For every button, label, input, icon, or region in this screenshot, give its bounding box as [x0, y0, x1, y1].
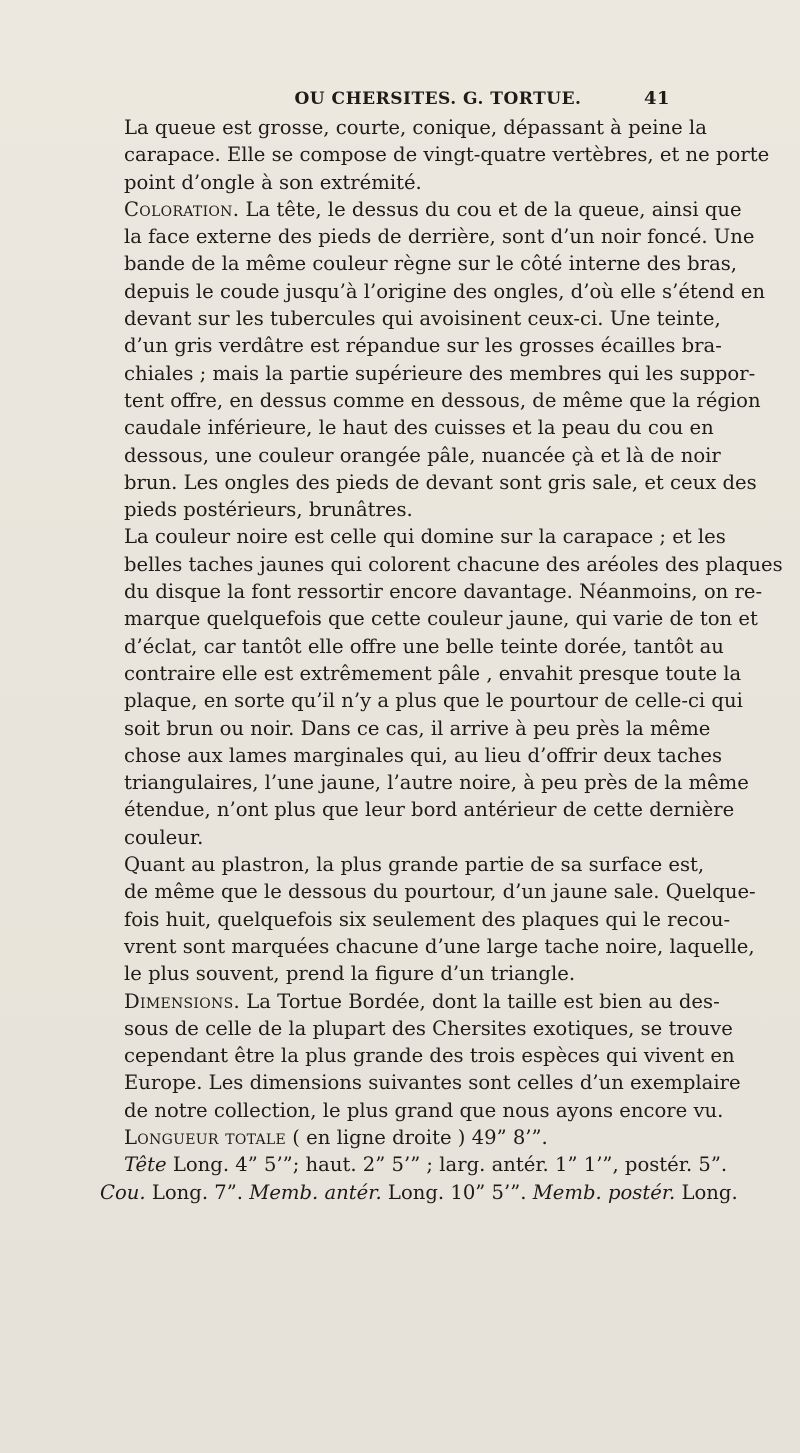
text-line: [100, 414, 714, 441]
measurement-part-label: Cou.: [100, 1180, 146, 1204]
measurement-limbs: [100, 1179, 738, 1206]
paragraph: [100, 988, 741, 1124]
text-line: [100, 824, 672, 851]
text-line: [100, 687, 743, 714]
line-text: brun. Les ongles des pieds de devant sont gris sale, et ceux des: [124, 470, 757, 494]
text-line: [100, 469, 757, 496]
text-line: [100, 988, 720, 1015]
line-text: de notre collection, le plus grand que nous ayons encore vu.: [124, 1098, 724, 1122]
text-line: [100, 1042, 735, 1069]
line-text: vrent sont marquées chacune d’une large tache noire, laquelle,: [124, 934, 755, 958]
text-line: [100, 878, 756, 905]
line-text: La couleur noire est celle qui domine sur la carapace ; et les: [124, 525, 726, 549]
text-line: [100, 933, 755, 960]
line-text: Quant au plastron, la plus grande partie de sa surface est,: [124, 853, 705, 877]
measurement-part-label: Memb. antér.: [249, 1180, 382, 1204]
text-line: [100, 742, 723, 769]
measurement-label: Longueur totale: [124, 1125, 287, 1149]
line-text: Europe. Les dimensions suivantes sont celles d’un exemplaire: [124, 1071, 741, 1095]
page-body: [100, 114, 783, 1206]
text-line: [100, 1069, 741, 1096]
text-line: [100, 1015, 733, 1042]
text-line: [100, 141, 770, 168]
line-text: La tête, le dessus du cou et de la queue, ainsi que: [239, 197, 742, 221]
line-text: La queue est grosse, courte, conique, dépassant à peine la: [124, 116, 707, 139]
line-text: dessous, une couleur orangée pâle, nuancée çà et là de noir: [124, 443, 721, 467]
line-text: chose aux lames marginales qui, au lieu d’offrir deux taches: [124, 743, 723, 767]
measurement-part-label: Tête: [124, 1153, 167, 1177]
line-text: pieds postérieurs, brunâtres.: [124, 498, 413, 522]
line-text: cependant être la plus grande des trois espèces qui vivent en: [124, 1044, 735, 1068]
text-line: [100, 305, 721, 332]
text-line: [100, 360, 756, 387]
text-line: [100, 523, 726, 550]
measurement-part-value: Long. 4” 5’”; haut. 2” 5’” ; larg. antér. 1” 1’”, postér. 5”.: [166, 1153, 728, 1177]
line-text: plaque, en sorte qu’il n’y a plus que le pourtour de celle-ci qui: [124, 689, 743, 713]
text-line: [100, 278, 765, 305]
text-line: [100, 496, 672, 523]
line-text: bande de la même couleur règne sur le côté interne des bras,: [124, 252, 738, 276]
page-number: 41: [643, 88, 670, 109]
line-text: étendue, n’ont plus que leur bord antérieur de cette dernière: [124, 798, 735, 822]
line-text: couleur.: [124, 825, 204, 849]
line-text: caudale inférieure, le haut des cuisses et la peau du cou en: [124, 416, 714, 440]
text-line: [100, 769, 749, 796]
text-line: [100, 960, 672, 987]
text-line: [100, 633, 724, 660]
text-paragraphs: [100, 114, 783, 1124]
running-header: [192, 88, 670, 109]
line-text: marque quelquefois que cette couleur jaune, qui varie de ton et: [124, 607, 758, 631]
text-line: [100, 605, 758, 632]
line-text: point d’ongle à son extrémité.: [124, 170, 422, 194]
line-text: tent offre, en dessus comme en dessous, de même que la région: [124, 388, 761, 412]
text-line: [100, 551, 783, 578]
measurement-value: ( en ligne droite ) 49” 8’”.: [286, 1125, 548, 1149]
text-line: [100, 715, 711, 742]
line-text: la face externe des pieds de derrière, sont d’un noir foncé. Une: [124, 225, 755, 249]
measurement-part-value: Long. 10” 5’”.: [381, 1180, 533, 1204]
text-line: [100, 796, 735, 823]
line-text: fois huit, quelquefois six seulement des plaques qui le recou-: [124, 907, 731, 931]
line-text: contraire elle est extrêmement pâle , envahit presque toute la: [124, 661, 742, 685]
line-text: devant sur les tubercules qui avoisinent ceux-ci. Une teinte,: [124, 307, 721, 331]
text-line: [100, 851, 705, 878]
section-lead: Dimensions.: [124, 989, 241, 1013]
section-lead: Coloration.: [124, 197, 240, 221]
text-line: [100, 196, 742, 223]
line-text: du disque la font ressortir encore davantage. Néanmoins, on re-: [124, 580, 763, 604]
line-text: depuis le coude jusqu’à l’origine des ongles, d’où elle s’étend en: [124, 279, 765, 303]
line-text: carapace. Elle se compose de vingt-quatre vertèbres, et ne porte: [124, 143, 770, 167]
paragraph: [100, 196, 765, 524]
line-text: sous de celle de la plupart des Chersites exotiques, se trouve: [124, 1016, 733, 1040]
text-line: [100, 1097, 724, 1124]
text-line: [100, 660, 742, 687]
text-line: [100, 332, 722, 359]
text-line: [100, 169, 672, 196]
line-text: belles taches jaunes qui colorent chacune des aréoles des plaques: [124, 552, 783, 576]
line-text: soit brun ou noir. Dans ce cas, il arrive à peu près la même: [124, 716, 711, 740]
paragraph: [100, 114, 770, 196]
text-line: [100, 906, 731, 933]
line-text: triangulaires, l’une jaune, l’autre noire, à peu près de la même: [124, 771, 749, 795]
line-text: chiales ; mais la partie supérieure des membres qui les suppor-: [124, 361, 756, 385]
text-line: [100, 223, 755, 250]
text-line: [100, 114, 707, 141]
paragraph: [100, 523, 783, 851]
measurement-part-value: Long. 7”.: [145, 1180, 250, 1204]
line-text: le plus souvent, prend la figure d’un triangle.: [124, 962, 576, 986]
measurement-total: [100, 1124, 672, 1151]
running-title: OU CHERSITES. G. TORTUE.: [294, 89, 582, 109]
text-line: [100, 250, 738, 277]
line-text: d’un gris verdâtre est répandue sur les grosses écailles bra-: [124, 334, 722, 358]
line-text: de même que le dessous du pourtour, d’un jaune sale. Quelque-: [124, 880, 756, 904]
text-line: [100, 442, 721, 469]
measurement-part-value: Long.: [675, 1180, 738, 1204]
line-text: La Tortue Bordée, dont la taille est bien au des-: [240, 989, 720, 1013]
text-line: [100, 387, 761, 414]
measurement-head: [100, 1151, 728, 1178]
measurement-part-label: Memb. postér.: [532, 1180, 676, 1204]
line-text: d’éclat, car tantôt elle offre une belle teinte dorée, tantôt au: [124, 634, 724, 658]
text-line: [100, 578, 763, 605]
paragraph: [100, 851, 756, 987]
